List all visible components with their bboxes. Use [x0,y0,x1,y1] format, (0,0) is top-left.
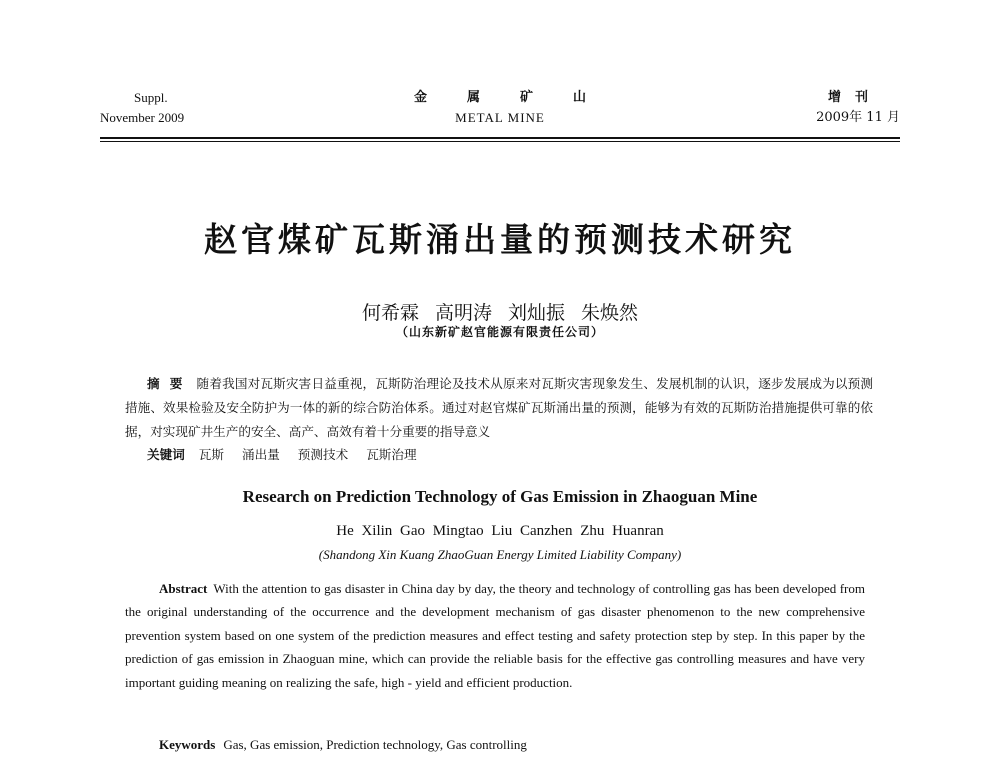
keywords-en-text: Gas, Gas emission, Prediction technology, Gas controlling [223,737,527,752]
abstract-cn-text: 随着我国对瓦斯灾害日益重视，瓦斯防治理论及技术从原来对瓦斯灾害现象发生、发展机制的认识，逐步发展成为以预测措施、效果检验及安全防护为一体的新的综合防治体系。通过对赵官煤矿瓦斯涌出量的预测，能够为有效的瓦斯防治措施提供可靠的依据，对实现矿井生产的安全、高产、高效有着十分重要的指导意义 [125,376,874,439]
keywords-cn-label: 关键词 [147,447,185,462]
journal-name-cn: 金属矿山 [413,90,626,105]
keyword-cn: 预测技术 [297,447,349,462]
affiliation-cn: （山东新矿赵官能源有限责任公司） [395,325,604,339]
keyword-cn: 瓦斯治理 [366,447,417,462]
keyword-cn: 涌出量 [242,447,280,462]
keywords-cn [147,446,431,464]
header-rule-thin [100,141,900,142]
keywords-en-label: Keywords [159,737,216,752]
issue-date-cn: 2009年 11 月 [816,110,900,125]
supplement-label-cn: 增刊 [827,90,882,105]
journal-header [100,88,900,138]
paper-title-cn: 赵官煤矿瓦斯涌出量的预测技术研究 [204,220,796,259]
affiliation-en: (Shandong Xin Kuang ZhaoGuan Energy Limited Liability Company) [318,547,682,562]
header-rule-thick [100,137,900,139]
keywords-en [159,736,527,754]
abstract-en-text: With the attention to gas disaster in China day by day, the theory and technology of controlling gas has been developed from the original understanding of the occurrence and the development mechanism of gas disaster phenomenon to the new comprehensive prevention system based on one system of the prediction measures and effect testing and safety protection step by step. In this paper by the prediction of gas emission in Zhaoguan mine, which can provide the reliable basis for the effective gas controlling measures and have very important guiding meaning on realizing the safe, high - yield and efficient production. [125,581,865,690]
abstract-en-label: Abstract [159,581,208,596]
abstract-cn [125,372,873,444]
issue-date-en: November 2009 [100,110,185,125]
header-right [816,88,900,128]
authors-en: He Xilin Gao Mingtao Liu Canzhen Zhu Huanran [336,523,664,539]
paper-title-en: Research on Prediction Technology of Gas Emission in Zhaoguan Mine [242,487,758,506]
keyword-cn: 瓦斯 [198,447,224,462]
supplement-label: Suppl. [134,90,168,105]
abstract-en [125,577,865,694]
authors-cn: 何希霖 高明涛 刘灿振 朱焕然 [361,302,639,324]
header-center [100,88,900,128]
journal-name-en: METAL MINE [455,110,545,125]
abstract-cn-label: 摘要 [147,376,193,391]
